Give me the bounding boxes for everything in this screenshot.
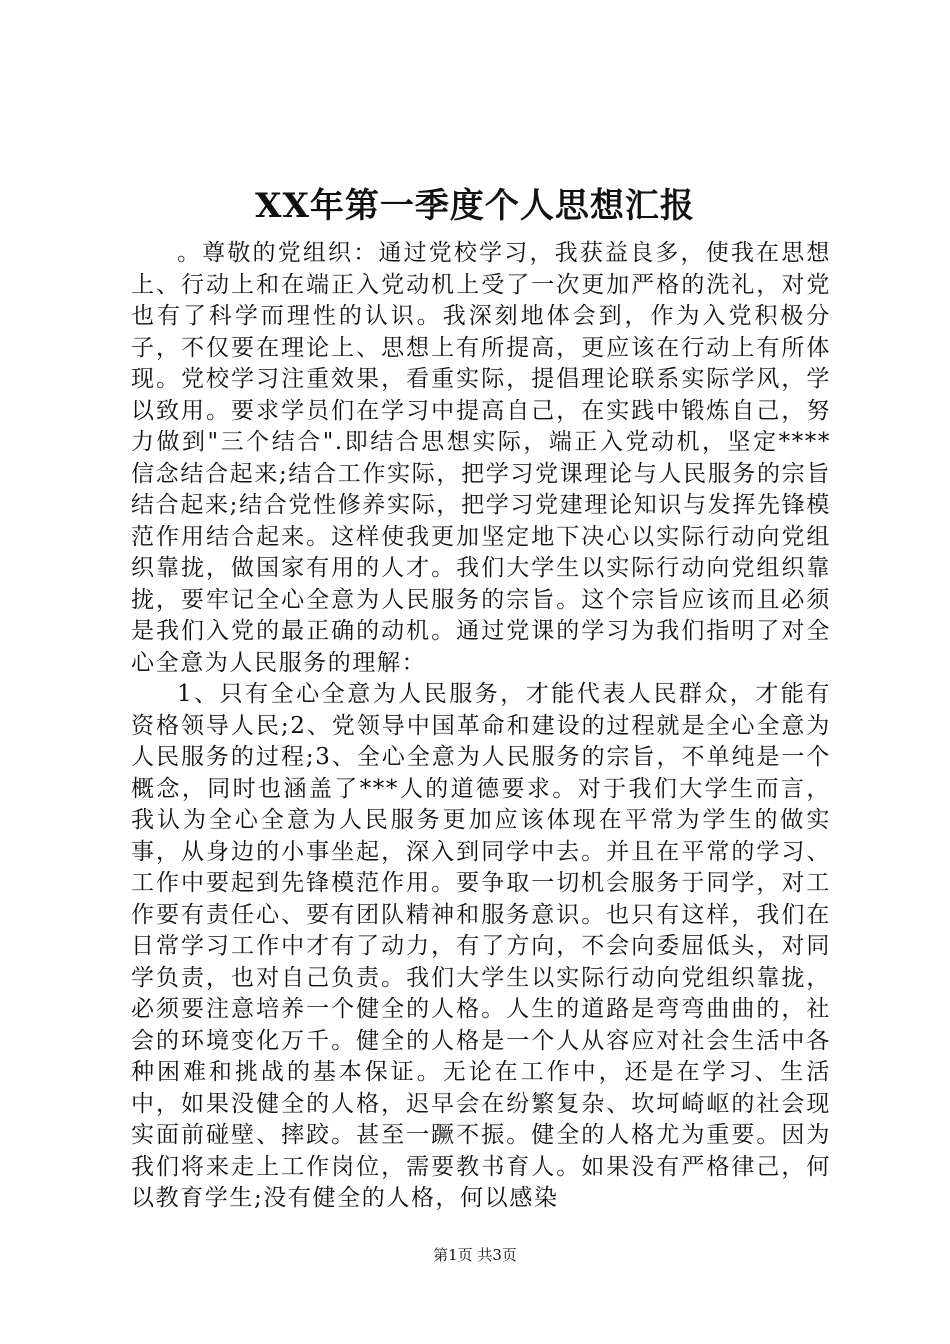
document-title: XX年第一季度个人思想汇报 <box>255 186 695 226</box>
document-body <box>131 238 831 1215</box>
body-paragraph-2: 1、只有全心全意为人民服务，才能代表人民群众，才能有资格领导人民;2、党领导中国革命和建设的过程就是全心全意为人民服务的过程;3、全心全意为人民服务的宗旨，不单纯是一个概念，同时也涵盖了***人的道德要求。对于我们大学生而言，我认为全心全意为人民服务更加应该体现在平常为学生的做实事，从身边的小事坐起，深入到同学中去。并且在平常的学习、工作中要起到先锋模范作用。要争取一切机会服务于同学，对工作要有责任心、要有团队精神和服务意识。也只有这样，我们在日常学习工作中才有了动力，有了方向，不会向委屈低头，对同学负责，也对自己负责。我们大学生以实际行动向党组织靠拢，必须要注意培养一个健全的人格。人生的道路是弯弯曲曲的，社会的环境变化万千。健全的人格是一个人从容应对社会生活中各种困难和挑战的基本保证。无论在工作中，还是在学习、生活中，如果没健全的人格，迟早会在纷繁复杂、坎坷崎岖的社会现实面前碰壁、摔跤。甚至一蹶不振。健全的人格尤为重要。因为我们将来走上工作岗位，需要教书育人。如果没有严格律己，何以教育学生;没有健全的人格，何以感染 <box>131 681 831 1211</box>
body-paragraph-1: 。尊敬的党组织：通过党校学习，我获益良多，使我在思想上、行动上和在端正入党动机上受了一次更加严格的洗礼，对党也有了科学而理性的认识。我深刻地体会到，作为入党积极分子，不仅要在理论上、思想上有所提高，更应该在行动上有所体现。党校学习注重效果，看重实际，提倡理论联系实际学风，学以致用。要求学员们在学习中提高自己，在实践中锻炼自己，努力做到"三个结合".即结合思想实际，端正入党动机，坚定****信念结合起来;结合工作实际，把学习党课理论与人民服务的宗旨结合起来;结合党性修养实际，把学习党建理论知识与发挥先锋模范作用结合起来。这样使我更加坚定地下决心以实际行动向党组织靠拢，做国家有用的人才。我们大学生以实际行动向党组织靠拢，要牢记全心全意为人民服务的宗旨。这个宗旨应该而且必须是我们入党的最正确的动机。通过党课的学习为我们指明了对全心全意为人民服务的理解： <box>131 240 831 676</box>
page-footer: 第1页 共3页 <box>433 1246 517 1264</box>
